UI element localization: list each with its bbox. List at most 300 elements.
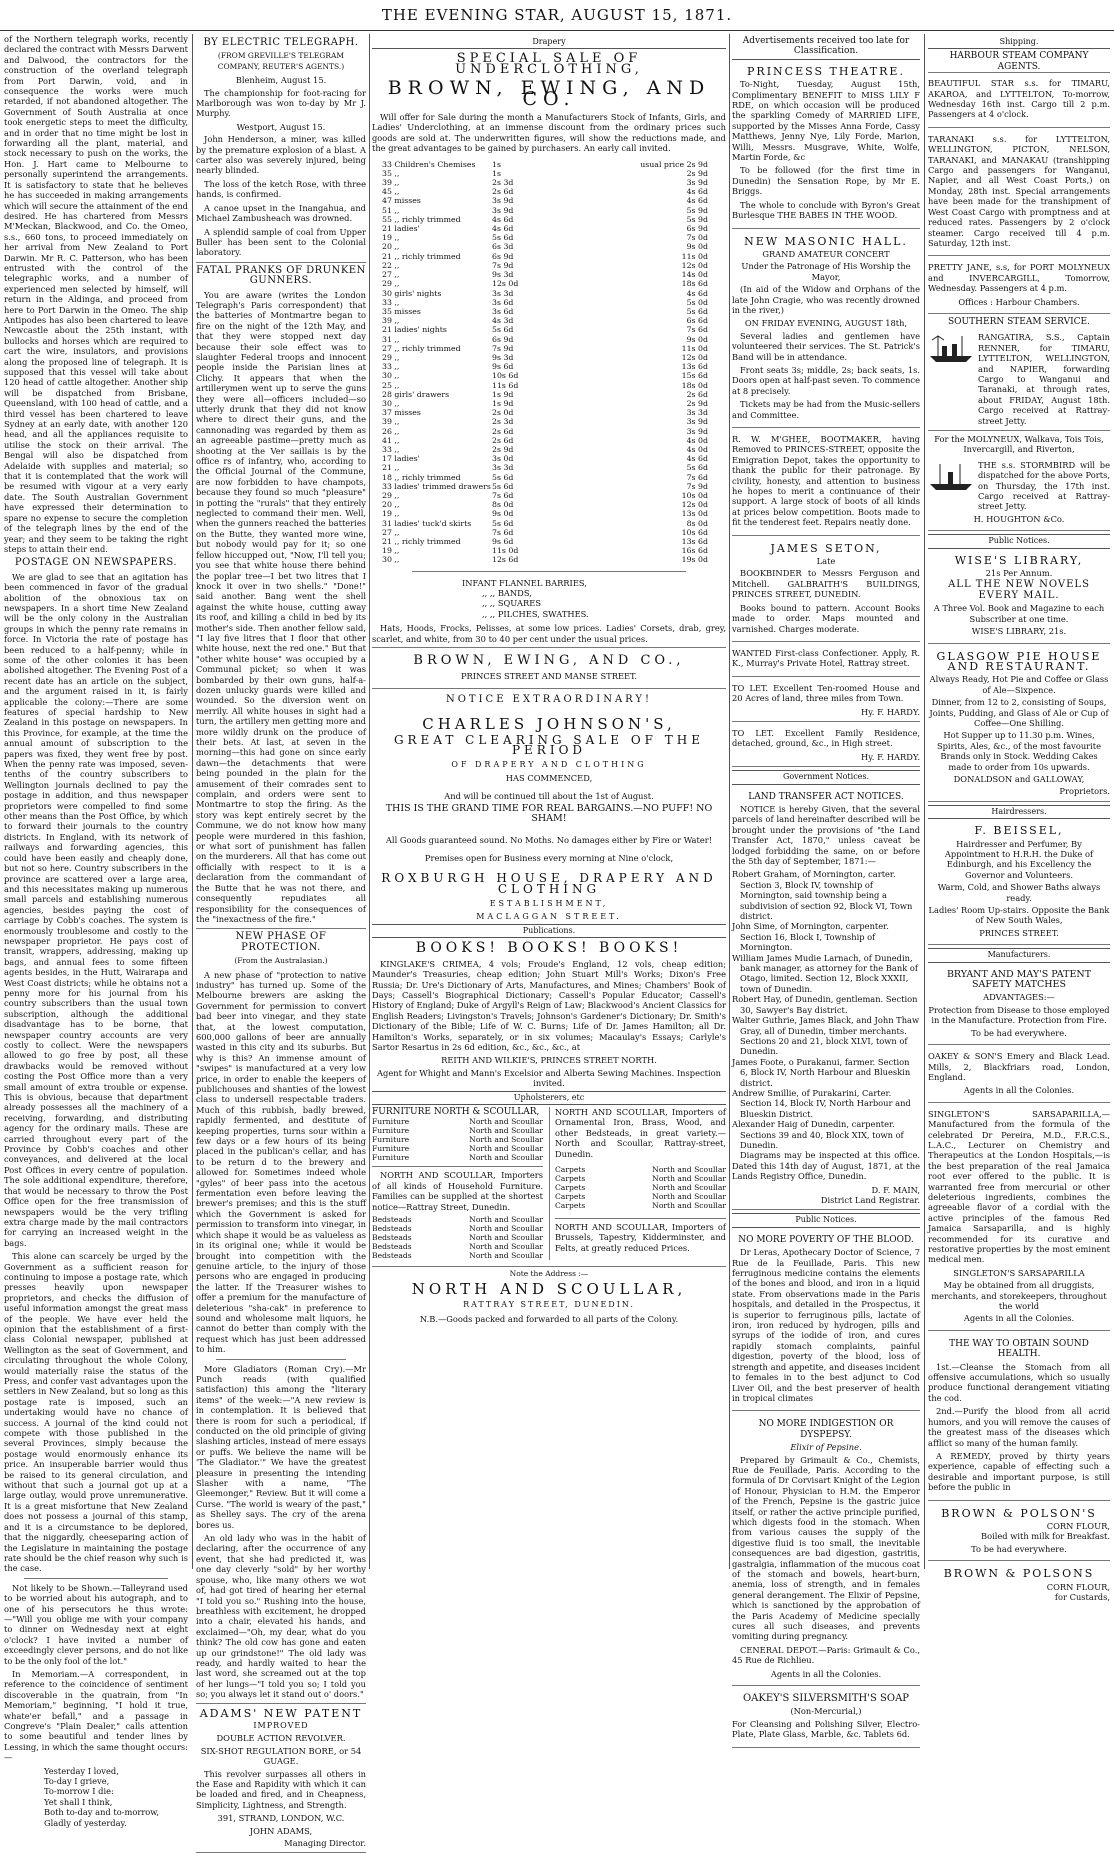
- price-cell-b: 5s 6d: [492, 481, 514, 491]
- adams-sub: DOUBLE ACTION REVOLVER.: [216, 1733, 346, 1744]
- carpet-row: [555, 1192, 726, 1201]
- pretty-jane-body: PRETTY JANE, s.s, for PORT MOLYNEUX and INVERCARGILL, Tomorrow, Wednesday. Passengers at 4 p.m.: [928, 262, 1110, 294]
- price-row: [382, 436, 716, 445]
- molyneux-line: For the MOLYNEUX, Walkava, Tois Tois, Invercargill, and Riverton,: [934, 434, 1104, 455]
- carpet-row: [555, 1165, 726, 1174]
- price-row: [382, 307, 716, 316]
- oakey-body: OAKEY & SON'S Emery and Black Lead. Mills, 2, Blackfriars road, London, England.: [928, 1051, 1110, 1082]
- price-cell-a: 30 girls' nights: [382, 288, 442, 298]
- price-cell-b: 3s 3d: [492, 288, 514, 298]
- price-cell-b: 6s 9d: [492, 334, 514, 344]
- glasgow-title: GLASGOW PIE HOUSE AND RESTAURANT.: [936, 649, 1102, 673]
- price-cell-a: 19 ,,: [382, 546, 400, 556]
- price-cell-b: 5s 6d: [492, 518, 514, 528]
- furniture-rows: [372, 1117, 543, 1162]
- price-cell-c: 6s 6d: [686, 316, 708, 326]
- price-cell-a: 51 ,,: [382, 205, 400, 215]
- land-item: James Foote, o Purakanui, farmer. Section 6, Block IV, North Harbour and Blueskin district.: [732, 1056, 911, 1088]
- price-cell-a: 21 ,,: [382, 463, 400, 473]
- poem-line: To-day I grieve,: [44, 1776, 110, 1787]
- price-row: [382, 509, 716, 518]
- price-cell-c: 5s 0d: [686, 297, 708, 307]
- price-row: [382, 252, 716, 261]
- sarsa-title: SINGLETON'S SARSAPARILLA: [953, 1267, 1085, 1278]
- fatal-pranks-article: You are aware (writes the London Telegraph's Paris correspondent) that the batteries of Montmartre began to fire on the night of the 12th May, and that they were stopped next day because their sole effect was to slaughter Federal troops and innocent people inside the Parisian lines at Clichy. It appears that when the artillerymen went up to serve the guns they were all—officers included—so utterly drunk that they did not know where to direct their guns, and the cannonading was regarded by them as an agreeable pastime—pretty much as shooting at the Ver saillais is by the office rs of infantry, who, according to the Official Journal of the Commune, are now forbidden to have champots, because they found so much "pleasure" in potting the "rurals" that they entirely neglected to command their men. Well, when the gunners reached the batteries on the Butte, they wanted more wine, but nobody would pay for it; so one fellow hiccupped out, "Now, I'll tell you; you see that white house there behind the poplar tree—I bet two litres that I knock it over in two shells." "Done!" said another. Bang went the shell against the white house, cutting away its roof, and killing a child in bed by its mother's side. Then another fellow said, "I lay five litres that I floor that other white house, next the red one." But that "other white house" was occupied by a Communal picket; so when it was bombarded by their own guns, half-a-dozen unlucky guards were killed and wounded. So the diversion went on merrily. All white houses in sight had a turn, the artillery men getting more and more wildly drunk on the produce of their bets. At last, at seven in the morning—this had gone on since early dawn—the detachments that were being pounded in the plain for the amusement of their comrades sent to complain, and orders were sent to Montmartre to stop the firing. As the story was kept entirely secret by the Commune, we do not know how many people were murdered in this fashion, or what sort of punishment has fallen on the murderers. All that has come out officially with respect to it is a declaration from the commandant of the Butte that he was not there, and consequently repudiates all responsibility for the consequences of the "inexactness of the fire.": [196, 289, 366, 924]
- elixir-title: Elixir of Pepsine.: [790, 1442, 862, 1453]
- price-cell-a: 20 ,,: [382, 500, 400, 510]
- price-row: [382, 500, 716, 509]
- price-cell-b: 4s 6d: [492, 224, 514, 234]
- furniture-row: [372, 1117, 543, 1126]
- glasgow-ad: [928, 647, 1110, 802]
- land-body: NOTICE is hereby Given, that the several parcels of land hereinafter described will be brought under the provisions of "the Land Transfer Act, 1870," unless caveat be lodged forbidding the same, on or before the 5th day of September, 1871:—: [732, 803, 920, 866]
- price-cell-c: 10s 0d: [681, 490, 708, 500]
- adams-title: ADAMS' NEW PATENT: [199, 1706, 363, 1720]
- price-cell-c: 7s 9d: [686, 481, 708, 491]
- price-cell-c: 10s 6d: [681, 527, 708, 537]
- row-label: Furniture: [372, 1135, 410, 1145]
- price-cell-a: 33 ,,: [382, 297, 400, 307]
- price-cell-b: 11s 0d: [492, 546, 519, 556]
- price-cell-c: 4s 0d: [686, 435, 708, 445]
- price-row: [382, 160, 716, 169]
- section-header-upholsterers: Upholsterers, etc: [372, 1091, 726, 1105]
- row-firm: North and Scoullar: [469, 1153, 543, 1163]
- pretty-jane-ad: [928, 259, 1110, 314]
- health-ad: [928, 1334, 1110, 1501]
- price-cell-c: 12s 0d: [681, 352, 708, 362]
- price-row: [382, 445, 716, 454]
- furniture-ads: [372, 1107, 726, 1260]
- telegram: The championship for foot-racing for Marlborough was won to-day by Mr J. Murphy.: [196, 87, 366, 119]
- sale-intro: Will offer for Sale during the month a Manufacturers Stock of Infants, Girls, and Ladies' Underclothing, at an immense discount from the ordinary prices such goods are sold at. The underwritten figures, will show the reductions made, and the great advantages to be gained by purchasers. An early call invited.: [372, 112, 726, 154]
- dateline: Blenheim, August 15.: [235, 75, 327, 86]
- price-row: [382, 473, 716, 482]
- postage-article: We are glad to see that an agitation has been commenced in favor of the gradual abolition of the obnoxious tax on newspapers. In a short time New Zealand will be the only colony in the Australian groups in which the penny rate remains in force. In Victoria the rate of postage has been reduced to a half-penny; while in some of the other colonies it has been abolished altogether. The Evening Post of a recent date has an article on the subject, and the argument raised in it, is fairly applicable the colony:—There are some features of special hardship to New Zealand in this postage on newspapers. In this Province, for example, at the time the annual amount of subscription to the papers was fixed, they went free by post. When the penny rate was imposed, seven-tenths of the country subscribers to Wellington journals declined to pay the postage in addition, and thus newspaper proprietors were compelled to find some other means than the Post Office, by which to forward their journals to the country districts. In England, with its network of railways and forwarding agencies, this could have been easily and cheaply done, but not so here. Country subscribers in the province are scattered over a large area, and this necessitates making up numerous small parcels and establishing numerous agencies, besides paying the cost of carriage by Cobb's coaches. The system is enormously troublesome and costly to the newspaper proprietor. He pays cost of transit, wrappers, addressing, making up bags, and annual fees to some fifteen agents besides, in the Hutt, Wairarapa and West Coast districts; while he obtains not a penny more for his journal from his country subscribers than the usual town subscription, although the additional disadvantage has to be borne, that newspaper country accounts are very costly to collect. Were the newspapers allowed to go free by post, all these drawbacks would be removed without costing the Post Office more than a very small amount of extra trouble or expense. This is obvious, because that department already possesses all the machinery of a receiving, forwarding, and distributing agency for the ordinary mails. These are carried throughout every part of the Province by Cobb's coaches and other conveyances, and delivered at the local Post Offices in every centre of population. The sole additional expenditure, therefore, that would be necessary to throw the Post Office open for the free transmission of newspapers would be the very trifling extra charge made by the mail contractors for carrying an increased weight in the bags.: [4, 571, 188, 1248]
- bryant-advantages: ADVANTAGES:—: [983, 992, 1055, 1003]
- price-row: [382, 463, 716, 472]
- wise-tail: WISE'S LIBRARY, 21s.: [971, 626, 1067, 637]
- health-body: 2nd.—Purify the blood from all acrid humors, and you will remove the causes of the greatest mass of the diseases which afflict so many of the human family.: [928, 1406, 1110, 1448]
- infant-list: [372, 578, 726, 620]
- price-row: [382, 491, 716, 500]
- price-cell-c: 11s 0d: [681, 251, 708, 261]
- carpet-rows: [555, 1165, 726, 1210]
- price-cell-a: 18 ,, richly trimmed: [382, 472, 461, 482]
- price-cell-a: 22 ,,: [382, 260, 400, 270]
- price-cell-a: 29 ,,: [382, 279, 400, 289]
- price-row: [382, 555, 716, 564]
- protection-article: A new phase of "protection to native industry" has turned up. Some of the Melbourne brewers are asking the Government for permission to convert bad beer into vinegar, and they state that, at the lowest computation, 600,000 gallons of beer are annually wasted in this city and its suburbs. But why is this? An immense amount of "swipes" is manufactured at a very low price, in order to enable the keepers of publichouses and shanties of the lowest class to undersell respectable traders. Much of this rubbish, badly brewed, rapidly fermented, and destitute of keeping properties, turns sour within a few days or a few hours of its being placed in the publican's cellar, and has to be return d to the brewery and allowed for. Sometimes indeed whole "gyles" of beer pass into the acetous fermentation even before leaving the brewer's premises; and this is the stuff which the Government is asked for permission to transform into vinegar, in which shape it would be as valueless as in its original one; while it would be brought into competition with the genuine article, to the injury of those persons who are engaged in producing the latter. If the Treasurer wishes to offer a premium for the manufacture of deleterious "sha-cak" in preference to sound and wholesome malt liquors, he cannot do better than comply with the request which has just been addressed to him.: [196, 969, 366, 1355]
- dateline: Westport, August 15.: [236, 121, 326, 132]
- beissel-body: Hairdresser and Perfumer, By Appointment to H.R.H. the Duke of Edinburgh, and his Excellency the Governor and Volunteers.: [944, 838, 1094, 880]
- beissel-title: F. BEISSEL,: [974, 824, 1064, 838]
- price-cell-a: 27 ,,: [382, 270, 400, 280]
- row-label: Carpets: [555, 1174, 586, 1184]
- telegraph-article: of the Northern telegraph works, recently declared the contract with Messrs Darwent and Dalwood, the contractors for the construction of the overland telegraph from Port Darwin, void, and in consequence the works were much retarded, if not abandoned altogether. The Government of South Australia at once took energetic steps to meet the difficulty, and in order that no time might be lost in forwarding all the plant, material, and stock necessary to push on the works, the Hon. J. Hart came to Melbourne to personally superintend the arrangements. It is satisfactory to state that he believes he has succeeded in making arrangements which will secure the attainment of the end desired. He has chartered from Messrs M'Meckan, Blackwood, and Co. the Omeo, s.s., 660 tons, to proceed immediately on her arrival from New Zealand to Port Darwin. Mr R. C. Patterson, who has been entrusted with the control of the telegraphic works, and a number of experienced men selected by himself, will return in the Aldinga, and proceed from here to Port Darwin in the Omeo. The ship Antipodes has also been chartered to leave Newcastle about the 25th instant, with bullocks and horses which are required to cart the wire, insulators, and provisions along the proposed line of telegraph. It is supposed that this vessel will take about 120 head of cattle altogether. Another ship will be dispatched from Brisbane, Queensland, with 100 head of cattle, and a third vessel has been chartered to leave Sydney at an early date, with another 120 head, and all the appliances requisite to utilise the stock on their arrival. The Bengal will also be dispatched from Adelaide with supplies and material; so that it is contemplated that the work will be resumed with vigour at a very early date. The South Australian Government have expressed their determination to spare no expense to secure the completion of the telegraph lines by the end of the year; and they seem to be taking the right steps to attain their end.: [4, 34, 188, 554]
- beissel-body: Warm, Cold, and Shower Baths always ready.: [937, 882, 1101, 903]
- price-row: [382, 215, 716, 224]
- price-row: [382, 261, 716, 270]
- price-cell-a: 29 ,,: [382, 490, 400, 500]
- roxburgh-heading: ROXBURGH HOUSE, DRAPERY AND CLOTHING: [381, 871, 717, 896]
- to-let-signature: Hy. F. HARDY.: [860, 751, 920, 762]
- price-cell-b: 7s 9d: [492, 343, 514, 353]
- price-cell-a: 30 ,,: [382, 398, 400, 408]
- land-item: William James Mudie Larnach, of Dunedin, bank manager, as attorney for the Bank of Otago, limited. Section 12, Block XXXII, town of Dunedin.: [732, 952, 918, 994]
- seton-title: JAMES SETON,: [770, 541, 882, 555]
- houghton: H. HOUGHTON &Co.: [973, 513, 1065, 524]
- princess-theatre-ad: [732, 62, 920, 229]
- bedstead-row: [372, 1251, 543, 1260]
- price-cell-b: 1s: [492, 159, 501, 169]
- drapery-clothing: OF DRAPERY AND CLOTHING: [451, 760, 647, 770]
- hats-corsets: Hats, Hoods, Frocks, Pelisses, at some low prices. Ladies' Corsets, drab, grey, scarlet, and white, from 30 to 40 per cent under the usual prices.: [372, 623, 726, 644]
- price-row: [382, 196, 716, 205]
- column-2: [196, 34, 366, 1849]
- row-firm: North and Scoullar: [469, 1215, 543, 1225]
- price-row: [382, 233, 716, 242]
- bryant-may-ad: [928, 965, 1110, 1045]
- price-cell-a: 31 ladies' tuck'd skirts: [382, 518, 472, 528]
- poverty-title: NO MORE POVERTY OF THE BLOOD.: [738, 1234, 914, 1245]
- furniture-row: [372, 1135, 543, 1144]
- brown-ewing-name: BROWN, EWING, AND CO.,: [413, 653, 685, 669]
- ns-brussels: NORTH AND SCOULLAR, Importers of Brussels, Tapestry, Kidderminster, and Felts, at greatly reduced Prices.: [555, 1218, 726, 1253]
- price-cell-b: 2s 6d: [492, 435, 514, 445]
- price-cell-a: 26 ,,: [382, 426, 400, 436]
- price-cell-b: 1s 9d: [492, 398, 514, 408]
- poem: [4, 1766, 188, 1828]
- harbour-title: HARBOUR STEAM COMPANY AGENTS.: [928, 51, 1110, 73]
- column-5: [928, 34, 1110, 1602]
- price-cell-c: 9s 0d: [686, 334, 708, 344]
- masonic-date: ON FRIDAY EVENING, AUGUST 18th,: [744, 318, 908, 329]
- indigestion-depot: CENERAL DEPOT.—Paris: Grimault & Co., 45 Rue de Richlieu.: [732, 1644, 920, 1666]
- column-divider: [924, 34, 925, 1569]
- price-cell-b: 7s 6d: [492, 527, 514, 537]
- section-header-shipping: Shipping.: [928, 36, 1110, 49]
- bedstead-row: [372, 1215, 543, 1224]
- price-row: [382, 454, 716, 463]
- price-cell-c: 9s 0d: [686, 242, 708, 252]
- wanted-ad: [732, 645, 920, 677]
- seton-ad: [732, 539, 920, 642]
- price-cell-c: 6s 9d: [686, 224, 708, 234]
- price-cell-b: 5s 6d: [492, 472, 514, 482]
- price-cell-a: 39 ,,: [382, 417, 400, 427]
- continued-till: And will be continued till about the 1st of August.: [444, 791, 654, 802]
- land-item: Walter Guthrie, James Black, and John Thaw Gray, all of Dunedin, timber merchants. Sections 20 and 21, block XLVI, town of Dunedin.: [732, 1015, 920, 1057]
- land-signature: D. F. MAIN,: [871, 1184, 920, 1195]
- price-cell-b: 2s 6d: [492, 187, 514, 197]
- price-cell-b: 4s 3d: [492, 316, 514, 326]
- price-cell-a: 27 ,, richly trimmed: [382, 343, 461, 353]
- telegraph-subtitle: (FROM GREVILLE'S TELEGRAM COMPANY, REUTER'S AGENTS.): [217, 51, 345, 71]
- price-row: [382, 344, 716, 353]
- price-cell-c: 15s 6d: [681, 371, 708, 381]
- price-row: [382, 417, 716, 426]
- land-transfer-ad: [732, 787, 920, 1211]
- price-cell-a: 55 ,, richly trimmed: [382, 214, 461, 224]
- land-item: Robert Graham, of Mornington, carter. Section 3, Block IV, township of Mornington, said township being a subdivision of section 92, Block VI, Town district.: [732, 869, 913, 922]
- wise-sub: 21s Per Annum.: [985, 568, 1053, 579]
- poem-line: Yet shall I think,: [44, 1796, 113, 1807]
- poem-line: Both to-day and to-morrow,: [44, 1807, 160, 1818]
- indigestion-ad: [732, 1414, 920, 1686]
- glasgow-line: Dinner, from 12 to 2, consisting of Soups, Joints, Pudding, and Glass of Ale or Cup of Coffee—One Shilling.: [929, 697, 1109, 728]
- price-cell-a: 39 ,,: [382, 178, 400, 188]
- price-cell-c: 5s 9d: [686, 205, 708, 215]
- price-cell-a: 35 ,,: [382, 168, 400, 178]
- price-row: [382, 362, 716, 371]
- southern-title: SOUTHERN STEAM SERVICE.: [948, 316, 1090, 327]
- polson-sub: CORN FLOUR,: [1046, 1520, 1110, 1531]
- beautiful-star-body: BEAUTIFUL STAR s.s. for TIMARU, AKAROA, and LYTTELTON, To-morrow, Wednesday 16th inst. Cargo till 2 p.m. Passengers at 4 o'clock.: [928, 78, 1110, 120]
- bryant-everywhere: To be had everywhere.: [971, 1027, 1067, 1038]
- oakey-emery-ad: [928, 1048, 1110, 1103]
- novels: ALL THE NEW NOVELS EVERY MAIL.: [948, 579, 1090, 601]
- ns-ornamental: NORTH AND SCOULLAR, Importers of Ornamental Iron, Brass, Wood, and other Bedsteads, in great variety.—North and Scoullar, Rattray-street, Dunedin.: [555, 1107, 726, 1159]
- price-cell-b: 8s 0d: [492, 500, 514, 510]
- glasgow-line: Hot Supper up to 11.30 p.m. Wines, Spirits, Ales, &c., of the most favourite Brands only in Stock. Wedding Cakes made to order from 10s upwards.: [936, 730, 1102, 772]
- price-cell-c: 4s 6d: [686, 454, 708, 464]
- price-cell-a: 17 ladies': [382, 454, 420, 464]
- adams-sub: IMPROVED: [253, 1720, 309, 1730]
- poem-line: Gladly of yesterday.: [44, 1817, 127, 1828]
- price-cell-a: 45 ,,: [382, 187, 400, 197]
- price-row: [382, 270, 716, 279]
- price-cell-b: 2s 9d: [492, 444, 514, 454]
- beautiful-star-ad: [928, 75, 1110, 128]
- polson-title: BROWN & POLSONS: [943, 1567, 1095, 1581]
- adams-address: 391, STRAND, LONDON, W.C.: [217, 1813, 345, 1824]
- seton-body: BOOKBINDER to Messrs Ferguson and Mitchell. GALBRAITH'S BUILDINGS, PRINCES STREET, DUNEDIN.: [732, 568, 920, 600]
- masonic-body: (In aid of the Widow and Orphans of the late John Cragie, who was recently drowned in the river,): [732, 284, 920, 315]
- price-cell-c: 7s 6d: [686, 325, 708, 335]
- price-cell-b: 3s 9d: [492, 196, 514, 206]
- ns-import: NORTH AND SCOULLAR, Importers of all kinds of Household Furniture. Families can be supplied at the shortest notice—Rattray Street, Dunedin.: [372, 1166, 543, 1212]
- section-header-manufacturers: Manufacturers.: [928, 948, 1110, 962]
- infant-item: ,, ,, PILCHES, SWATHES.: [482, 608, 589, 619]
- to-let-body: TO LET. Excellent Family Residence, detached, ground, &c., in High street.: [732, 727, 920, 749]
- masonic-sub: GRAND AMATEUR CONCERT: [762, 248, 890, 259]
- wanted-body: WANTED First-class Confectioner. Apply, R. K., Murray's Private Hotel, Rattray street.: [732, 647, 920, 669]
- establishment: ESTABLISHMENT,: [489, 899, 609, 909]
- polson-sub: Boiled with milk for Breakfast.: [980, 1531, 1110, 1542]
- price-cell-b: 5s 6d: [492, 233, 514, 243]
- price-cell-b: 1s 9d: [492, 389, 514, 399]
- price-cell-a: 27 ,,: [382, 527, 400, 537]
- price-cell-b: 9s 6d: [492, 536, 514, 546]
- price-row: [382, 325, 716, 334]
- price-cell-b: 11s 6d: [492, 380, 519, 390]
- books-list: KINGLAKE'S CRIMEA, 4 vols; Froude's England, 12 vols, cheap edition; Maunder's Treasuries, cheap edition; John Stuart Mill's Works; Dixon's Free Russia; Dr. Ure's Dictionary of Arts, Manufactures, and Mines; Chambers' Book of Days; Cassell's Biographical Dictionary; Cassell's Popular Educator; Cassell's History of England; Duke of Argyll's Reign of Law; Blackwood's Ancient Classics for English Readers; Livingston's Travels; Johnson's Gardener's Dictionary; Dr. Smith's Dictionary of the Bible; Life of W. C. Burns; Life of Dr. James Hamilton; all Dr. Hamilton's Works, separately, or in six volumes; Macaulay's Essays; Carlyle's Sartor Resartus in 2s 6d edition, &c., &c., &c., at: [372, 958, 726, 1052]
- rangatira-body: RANGATIRA, S.S., Captain RENNER, for TIMARU, LYTTELTON, WELLINGTON, and NAPIER, forwarding Cargo to Wanganui and Taranaki, at through rates, about FRIDAY, August 18th. Cargo received at Rattray-street Jetty.: [978, 332, 1110, 426]
- price-cell-b: 6s 3d: [492, 242, 514, 252]
- charles-johnson-heading: CHARLES JOHNSON'S,: [422, 715, 676, 734]
- price-cell-b: 12s 0d: [492, 279, 519, 289]
- price-cell-b: 3s 6d: [492, 297, 514, 307]
- masonic-hall-ad: [732, 232, 920, 429]
- column-divider: [192, 34, 193, 1569]
- indigestion-title: NO MORE INDIGESTION OR DYSPEPSY.: [758, 1419, 894, 1440]
- land-item: Alexander Haig of Dunedin, carpenter. Sections 39 and 40, Block XIX, town of Dunedin.: [732, 1119, 904, 1150]
- wise-title: WISE'S LIBRARY,: [954, 553, 1084, 567]
- price-cell-c: 7s 6d: [686, 472, 708, 482]
- price-cell-b: 3s 9d: [492, 205, 514, 215]
- row-firm: North and Scoullar: [469, 1233, 543, 1243]
- row-firm: North and Scoullar: [469, 1144, 543, 1154]
- price-cell-a: 20 ,,: [382, 242, 400, 252]
- bedstead-row: [372, 1233, 543, 1242]
- brown-ewing-footer: [372, 647, 726, 689]
- oakey-soap-sub: (Non-Mercurial,): [790, 1706, 862, 1717]
- stormbird-ad: [928, 457, 1110, 531]
- price-cell-c: 2s 6d: [686, 389, 708, 399]
- price-cell-b: 6s 9d: [492, 251, 514, 261]
- row-label: Bedsteads: [372, 1251, 412, 1261]
- masonic-body: Several ladies and gentlemen have volunteered their services. The St. Patrick's Band will be in attendance.: [732, 330, 920, 362]
- wise-library-ad: [928, 551, 1110, 644]
- price-row: [382, 289, 716, 298]
- row-firm: North and Scoullar: [652, 1201, 726, 1211]
- polson-sub: CORN FLOUR,: [1046, 1581, 1110, 1592]
- price-row: [382, 316, 716, 325]
- price-cell-a: 35 misses: [382, 306, 421, 316]
- postage-title: POSTAGE ON NEWSPAPERS.: [14, 557, 178, 569]
- price-row: [382, 381, 716, 390]
- price-cell-b: 7s 9d: [492, 260, 514, 270]
- taranaki-ad: [928, 131, 1110, 256]
- price-row: [382, 187, 716, 196]
- column-divider: [729, 34, 730, 1569]
- price-cell-b: 12s 6d: [492, 555, 519, 565]
- price-cell-c: 4s 0d: [686, 444, 708, 454]
- north-scoullar-heading: NORTH AND SCOULLAR,: [411, 1280, 687, 1299]
- telegram: John Henderson, a miner, was killed by the premature explosion of a blast. A carter also was severely injured, being nearly blinded.: [196, 134, 366, 176]
- adams-body: This revolver surpasses all others in the Ease and Rapidity with which it can be loaded and fired, and in Cheapness, Simplicity, Lightness, and Strength.: [196, 1768, 366, 1810]
- offices: Offices : Harbour Chambers.: [958, 296, 1080, 307]
- price-cell-b: 9s 3d: [492, 352, 514, 362]
- price-cell-b: 1s: [492, 168, 501, 178]
- section-header-government: Government Notices.: [732, 770, 920, 784]
- price-cell-b: 4s 6d: [492, 214, 514, 224]
- sarsa-agents: Agents in all the Colonies.: [963, 1313, 1075, 1324]
- carpet-row: [555, 1201, 726, 1210]
- price-cell-a: 30 ,,: [382, 371, 400, 381]
- price-row: [382, 371, 716, 380]
- price-cell-a: 37 misses: [382, 408, 421, 418]
- to-let-ad: [732, 680, 920, 722]
- maclaggan-street: MACLAGGAN STREET.: [476, 911, 622, 921]
- price-cell-c: usual price 2s 9d: [640, 159, 708, 169]
- price-cell-b: 10s 6d: [492, 371, 519, 381]
- steamship-icon: [928, 460, 974, 492]
- masonic-title: NEW MASONIC HALL.: [744, 234, 908, 248]
- seton-late: Late: [816, 556, 836, 567]
- row-firm: North and Scoullar: [469, 1135, 543, 1145]
- clearing-sale-heading: GREAT CLEARING SALE OF THE PERIOD: [393, 732, 705, 758]
- bedstead-rows: [372, 1215, 543, 1260]
- notice-extraordinary: NOTICE EXTRAORDINARY!: [445, 693, 653, 705]
- indigestion-agents: Agents in all the Colonies.: [770, 1668, 882, 1679]
- telegram: The loss of the ketch Rose, with three hands, is confirmed.: [196, 178, 366, 200]
- price-cell-c: 13s 0d: [681, 509, 708, 519]
- price-cell-b: 9s 0d: [492, 509, 514, 519]
- carpet-row: [555, 1183, 726, 1192]
- row-label: Bedsteads: [372, 1233, 412, 1243]
- price-row: [382, 206, 716, 215]
- steamship-icon: [928, 332, 974, 364]
- furniture-row: [372, 1126, 543, 1135]
- price-cell-c: 5s 6d: [686, 463, 708, 473]
- furniture-right: [549, 1107, 726, 1260]
- price-row: [382, 390, 716, 399]
- adams-role: Managing Director.: [284, 1838, 366, 1849]
- row-firm: North and Scoullar: [652, 1183, 726, 1193]
- price-row: [382, 279, 716, 288]
- grand-time: THIS IS THE GRAND TIME FOR REAL BARGAINS.—NO PUFF! NO SHAM!: [385, 802, 713, 825]
- stormbird-body: THE s.s. STORMBIRD will be dispatched for the above Ports, on Thursday, the 17th inst. Cargo received at Rattray-street Jetty.: [978, 459, 1110, 512]
- princess-title: PRINCESS THEATRE.: [747, 64, 905, 78]
- price-row: [382, 224, 716, 233]
- masonic-patronage: Under the Patronage of His Worship the Mayor,: [741, 261, 911, 282]
- price-cell-c: 18s 6d: [681, 279, 708, 289]
- row-label: Furniture: [372, 1153, 410, 1163]
- price-cell-a: 31 ,,: [382, 334, 400, 344]
- brown-ewing-address: PRINCES STREET AND MANSE STREET.: [460, 671, 638, 682]
- indigestion-body: Prepared by Grimault & Co., Chemists, Rue de Feuillade, Paris. According to the formula of Dr Corvisart Knight of the Legion of Honour, Physician to H.M. the Emperor of the French, Pepsine is the gastric juice itself, or rather the active principle purified, which digests food in the stomach. When from various causes the supply of the digestive fluid is too small, the inevitable consequences are bad digestion, gastritis, gastralgia, inflammation of the mucous coat of the stomach and bowels, heart-burn, anemia, loss of strength, and in females general derangement. The Elixir of Pepsine, which is sanctioned by the approbation of the Paris Academy of Medicine specially cures all such diseases, and prevents vomiting during pregnancy.: [732, 1454, 920, 1642]
- adams-sub: SIX-SHOT REGULATION BORE, or 54 GUAGE.: [200, 1745, 362, 1767]
- telegram: A canoe upset in the Inangahua, and Michael Zambusheach was drowned.: [196, 202, 366, 224]
- price-cell-a: 33 ,,: [382, 362, 400, 372]
- price-cell-a: 19 ,,: [382, 233, 400, 243]
- price-cell-a: 21 ladies': [382, 224, 420, 234]
- price-row: [382, 427, 716, 436]
- price-cell-c: 14s 0d: [681, 270, 708, 280]
- price-row: [382, 546, 716, 555]
- price-cell-a: 33 Children's Chemises: [382, 159, 476, 169]
- price-cell-a: 21 ladies' nights: [382, 325, 447, 335]
- price-cell-a: 28 girls' drawers: [382, 389, 450, 399]
- price-cell-a: 25 ,,: [382, 380, 400, 390]
- premises-open: Premises open for Business every morning at Nine o'clock,: [424, 852, 674, 863]
- row-label: Bedsteads: [372, 1224, 412, 1234]
- memoriam-item: In Memoriam.—A correspondent, in reference to the coincidence of sentiment discoverable in the quatrain, from "In Memoriam," beginning, "I hold it true, whate'er befall," and a passage in Congreve's "Plain Dealer," calls attention to some beautiful and tender lines by Lessing, in which the same thought occurs:—: [4, 1668, 188, 1763]
- furniture-row: [372, 1153, 543, 1162]
- price-cell-c: 4s 6d: [686, 187, 708, 197]
- protection-title: NEW PHASE OF PROTECTION.: [196, 928, 366, 953]
- telegraph-title: BY ELECTRIC TELEGRAPH.: [203, 37, 359, 48]
- land-item: Andrew Smillie, of Purakarini, Carter. Section 14, Block IV, North Harbour and Blueskin District.: [732, 1087, 911, 1119]
- mghee-ad: [732, 431, 920, 536]
- price-row: [382, 169, 716, 178]
- row-label: Bedsteads: [372, 1242, 412, 1252]
- price-cell-b: 2s 3d: [492, 178, 514, 188]
- price-cell-c: 3s 9d: [686, 178, 708, 188]
- price-cell-c: 16s 6d: [681, 546, 708, 556]
- carpet-row: [555, 1174, 726, 1183]
- column-4: [732, 34, 920, 1740]
- beissel-body: Ladies' Room Up-stairs. Opposite the Bank of New South Wales,: [928, 905, 1110, 926]
- row-label: Carpets: [555, 1201, 586, 1211]
- polson-title: BROWN & POLSON'S: [941, 1506, 1097, 1520]
- price-cell-c: 7s 0d: [686, 233, 708, 243]
- price-cell-a: 39 ,,: [382, 316, 400, 326]
- special-sale-heading: SPECIAL SALE OF UNDERCLOTHING,: [455, 51, 643, 77]
- row-firm: North and Scoullar: [469, 1126, 543, 1136]
